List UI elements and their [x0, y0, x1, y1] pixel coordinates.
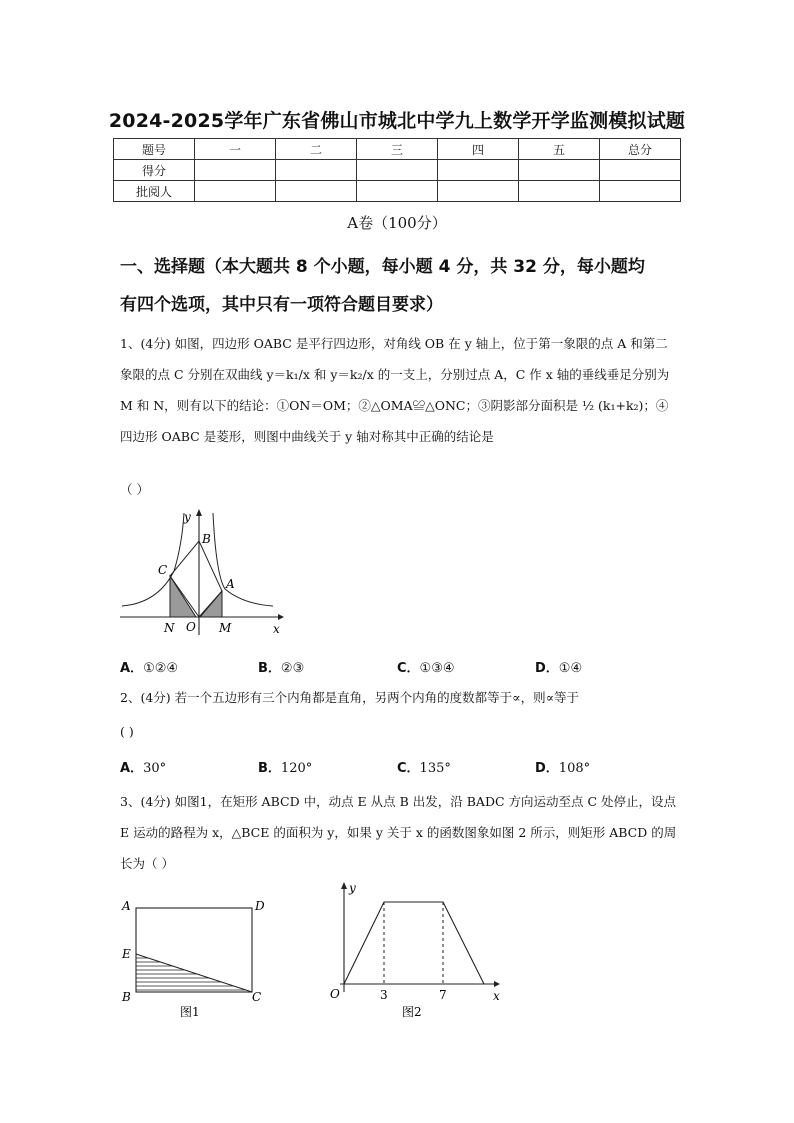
label-y: y	[184, 510, 191, 524]
y-axis-arrow	[341, 882, 347, 889]
table-cell	[276, 181, 357, 202]
table-cell: 题号	[114, 139, 195, 160]
volume-label: A卷（100分）	[347, 214, 447, 232]
table-cell	[357, 181, 438, 202]
label-a: A	[122, 899, 131, 913]
label-o: O	[186, 620, 196, 634]
label-a: A	[226, 577, 235, 591]
question-3-figure-2	[318, 876, 508, 1022]
question-1-paren: （ ）	[120, 482, 149, 497]
option-text: ②③	[280, 661, 305, 676]
option-text: 30°	[143, 761, 167, 776]
question-1-option-d[interactable]	[535, 657, 582, 676]
table-cell	[600, 181, 681, 202]
label-x: x	[493, 989, 500, 1003]
table-cell: 五	[519, 139, 600, 160]
option-key: B．	[258, 661, 281, 676]
exam-title: 2024-2025学年广东省佛山市城北中学九上数学开学监测模拟试题	[108, 110, 686, 132]
label-m: M	[219, 621, 232, 635]
question-1-option-b[interactable]	[258, 657, 304, 676]
label-y: y	[349, 881, 356, 895]
option-key: C．	[397, 661, 420, 676]
x-axis-arrow	[278, 614, 284, 620]
label-o: O	[330, 987, 340, 1001]
question-2-stem: 2、(4分) 若一个五边形有三个内角都是直角，另两个内角的度数都等于∝，则∝等于	[120, 690, 580, 705]
table-row	[114, 181, 681, 202]
option-text: ①④	[558, 661, 583, 676]
question-2-option-b[interactable]	[258, 757, 312, 776]
table-cell	[276, 160, 357, 181]
option-text: 135°	[419, 761, 451, 776]
option-key: A．	[120, 661, 144, 676]
table-cell: 总分	[600, 139, 681, 160]
caption-figure-2: 图2	[402, 1005, 422, 1019]
option-key: D．	[535, 661, 559, 676]
x-axis-arrow	[494, 981, 500, 987]
table-cell: 得分	[114, 160, 195, 181]
table-cell	[195, 160, 276, 181]
option-text: 120°	[280, 761, 313, 776]
score-table	[113, 138, 681, 202]
table-cell: 二	[276, 139, 357, 160]
rectangle-abcd	[136, 908, 252, 992]
label-e: E	[122, 947, 131, 961]
label-c: C	[252, 990, 262, 1004]
table-cell	[600, 160, 681, 181]
option-text: 108°	[558, 761, 591, 776]
label-b: B	[202, 532, 211, 546]
question-1-stem: 1、(4分) 如图，四边形 OABC 是平行四边形，对角线 OB 在 y 轴上，位于第一象限的点 A 和第二象限的点 C 分别在双曲线 y＝k₁/x 和 y＝k₂/x 的一支上，分别过点 A，C 作 x 轴的垂线垂足分别为 M 和 N，则有以下的结论：①ON＝OM；②△OMA≌△ONC；③阴影部分面积是 ½ (k₁+k₂)；④四边形 OABC 是菱形，则图中曲线关于 y 轴对称其中正确的结论是	[120, 336, 670, 444]
table-row	[114, 139, 681, 160]
label-n: N	[164, 621, 175, 635]
table-cell: 四	[438, 139, 519, 160]
section-heading-line2: 有四个选项，其中只有一项符合题目要求）	[120, 295, 443, 315]
label-c: C	[158, 563, 168, 577]
table-cell	[195, 181, 276, 202]
table-cell: 三	[357, 139, 438, 160]
table-cell	[438, 160, 519, 181]
option-text: ①②④	[143, 661, 179, 676]
table-cell	[519, 181, 600, 202]
question-2-option-a[interactable]	[120, 757, 166, 776]
table-row	[114, 160, 681, 181]
option-key: A．	[120, 761, 144, 776]
option-key: D．	[535, 761, 559, 776]
question-1-option-a[interactable]	[120, 657, 178, 676]
tick-7: 7	[439, 988, 447, 1002]
option-text: ①③④	[419, 661, 455, 676]
table-cell: 批阅人	[114, 181, 195, 202]
table-cell	[519, 160, 600, 181]
question-3-figure-1	[118, 892, 278, 1022]
option-key: C．	[397, 761, 420, 776]
question-1-option-c[interactable]	[397, 657, 455, 676]
question-2-option-c[interactable]	[397, 757, 451, 776]
question-2-paren: ( )	[120, 724, 134, 739]
tick-3: 3	[380, 988, 388, 1002]
table-cell	[357, 160, 438, 181]
option-key: B．	[258, 761, 281, 776]
table-cell: 一	[195, 139, 276, 160]
function-graph	[344, 902, 484, 984]
label-x: x	[273, 622, 280, 636]
label-b: B	[122, 990, 131, 1004]
section-heading-line1: 一、选择题（本大题共 8 个小题，每小题 4 分，共 32 分，每小题均	[120, 257, 645, 277]
y-axis-arrow	[196, 509, 202, 516]
label-d: D	[255, 899, 265, 913]
question-3-stem: 3、(4分) 如图1，在矩形 ABCD 中，动点 E 从点 B 出发，沿 BADC 方向运动至点 C 处停止，设点 E 运动的路程为 x，△BCE 的面积为 y，如果 y 关于 x 的函数图象如图 2 所示，则矩形 ABCD 的周长为（ ）	[120, 794, 677, 871]
question-2-option-d[interactable]	[535, 757, 590, 776]
table-cell	[438, 181, 519, 202]
question-1-figure	[118, 505, 288, 640]
caption-figure-1: 图1	[180, 1005, 200, 1019]
